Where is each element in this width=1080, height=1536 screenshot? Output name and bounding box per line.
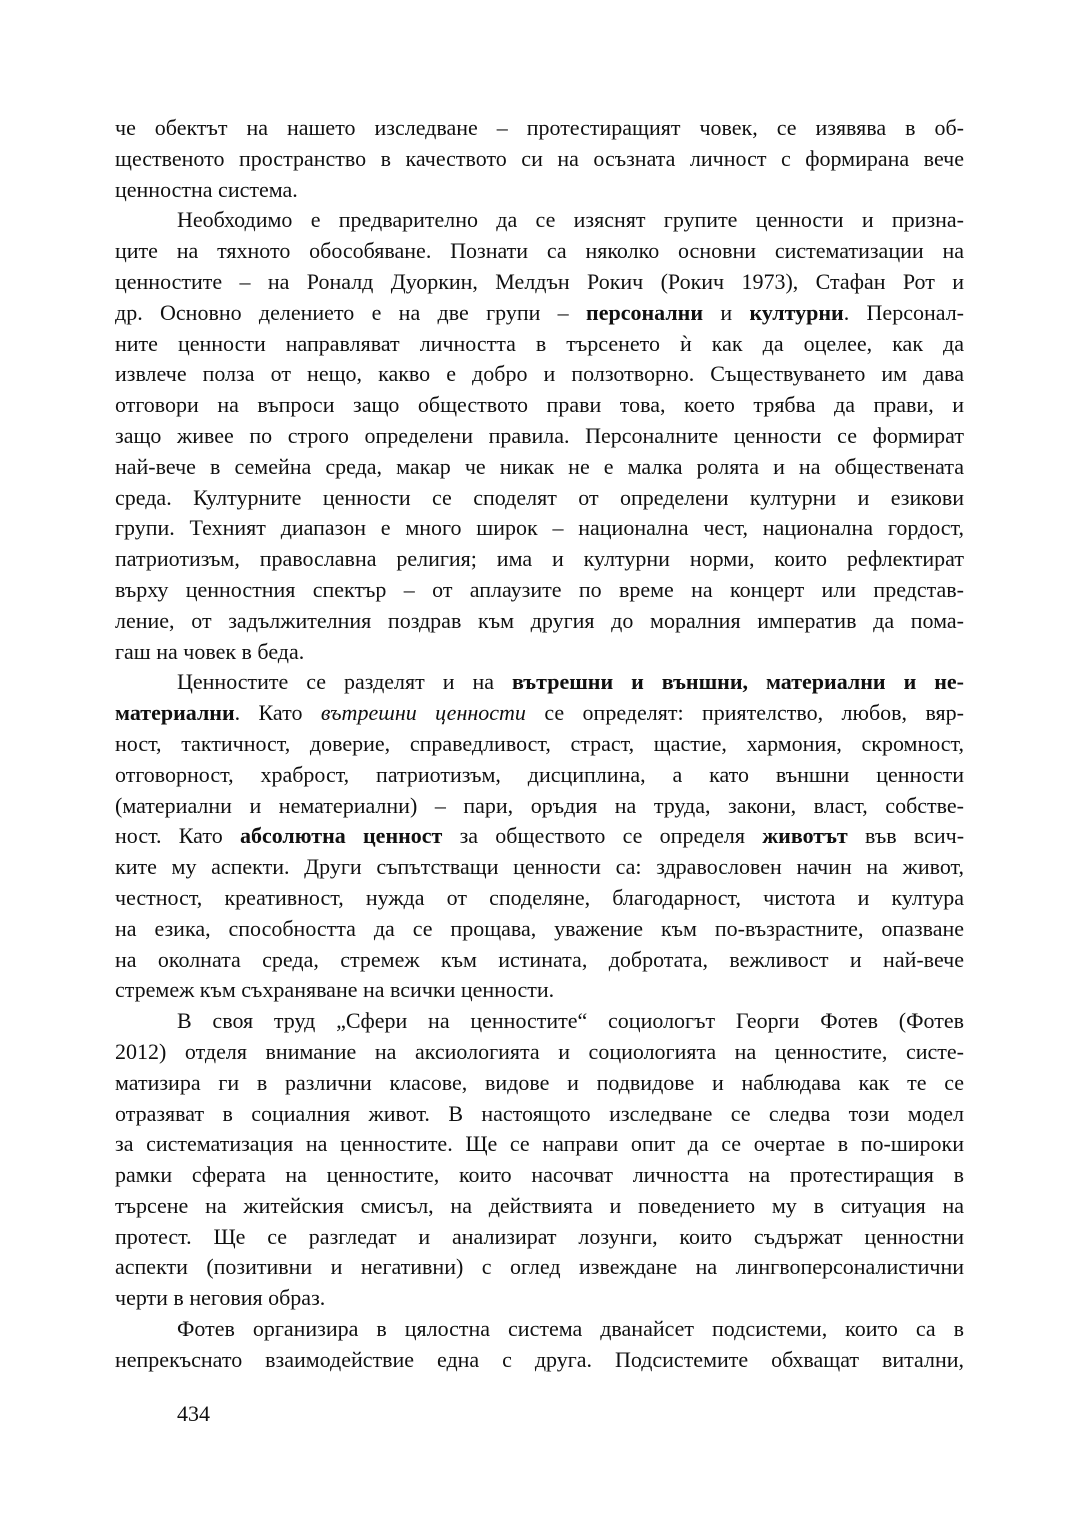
text-line	[115, 1160, 964, 1191]
text-run: честност, креативност, нужда от споделяне, благодарност, чистота и култура	[115, 884, 964, 910]
text-run: извлече полза от нещо, какво е добро и ползотворно. Съществуването им дава	[115, 361, 964, 387]
text-line	[115, 359, 964, 390]
text-line	[115, 945, 964, 976]
text-line	[115, 791, 964, 822]
text-line	[115, 729, 964, 760]
text-run: В своя труд „Сфери на ценностите“ социологът Георги Фотев (Фотев	[177, 1008, 964, 1034]
text-run: се определят: приятелство, любов, вяр-	[525, 700, 964, 726]
text-line	[115, 1006, 964, 1037]
text-line	[115, 1037, 964, 1068]
text-line	[115, 1068, 964, 1099]
text-run: на езика, способността да се прощава, уважение към по-възрастните, опазване	[115, 915, 964, 941]
text-run: ност, тактичност, доверие, справедливост, страст, щастие, хармония, скромност,	[115, 730, 964, 756]
text-run: гаш на човек в беда.	[115, 638, 305, 664]
text-line	[115, 606, 964, 637]
text-run: черти в неговия образ.	[115, 1285, 326, 1311]
text-run: ците на тяхното обособяване. Познати са няколко основни систематизации на	[115, 238, 964, 264]
text-run: и	[703, 299, 750, 325]
text-line	[115, 1314, 964, 1345]
text-line	[115, 144, 964, 175]
text-line	[115, 1345, 964, 1376]
text-line	[115, 390, 964, 421]
text-line	[115, 205, 964, 236]
text-run: че обектът на нашето изследване – протестиращият човек, се изявява в об-	[115, 115, 964, 140]
text-run: за обществото се определя	[442, 823, 763, 849]
italic-text-run: вътрешни ценности	[320, 700, 526, 726]
text-run: ките му аспекти. Други съпътстващи ценности са: здравословен начин на живот,	[115, 854, 964, 880]
text-run: върху ценностния спектър – от аплаузите по време на концерт или представ-	[115, 576, 964, 602]
bold-text-run: материални	[115, 700, 235, 726]
text-run: ните ценности направляват личността в търсенето ѝ как да оцелее, как да	[115, 330, 964, 356]
text-run: търсене на житейския смисъл, на действията и поведението му в ситуация на	[115, 1192, 964, 1218]
page-text	[115, 113, 964, 1376]
text-line	[115, 421, 964, 452]
text-line	[115, 821, 964, 852]
bold-text-run: абсолютна ценност	[239, 823, 443, 849]
text-line	[115, 852, 964, 883]
text-run: отговори на въпроси защо обществото прави това, което трябва да прави, и	[115, 392, 964, 418]
text-line	[115, 914, 964, 945]
text-run: . Персонал-	[843, 299, 964, 325]
text-run: Фотев организира в цялостна система дванайсет подсистеми, които са в	[177, 1316, 964, 1342]
text-run: стремеж към съхраняване на всички ценности.	[115, 977, 555, 1003]
bold-text-run: вътрешни и външни, материални и не-	[511, 669, 964, 695]
bold-text-run: културни	[749, 299, 844, 325]
text-line	[115, 329, 964, 360]
text-run: непрекъснато взаимодействие една с друга. Подсистемите обхващат витални,	[115, 1346, 964, 1372]
text-run: групи. Техният диапазон е много широк – национална чест, национална гордост,	[115, 515, 964, 541]
text-line	[115, 267, 964, 298]
text-line	[115, 236, 964, 267]
text-run: среда. Културните ценности се споделят от определени културни и езикови	[115, 484, 964, 510]
text-run: във всич-	[847, 823, 965, 849]
text-run: (материални и нематериални) – пари, оръдия на труда, закони, власт, собстве-	[115, 792, 964, 818]
text-line	[115, 1283, 964, 1314]
text-line	[115, 1222, 964, 1253]
text-run: протест. Ще се разгледат и анализират лозунги, които съдържат ценностни	[115, 1223, 964, 1249]
text-run: ност. Като	[115, 823, 240, 849]
text-run: матизира ги в различни класове, видове и подвидове и наблюдава как те се	[115, 1069, 964, 1095]
text-run: отразяват в социалния живот. В настоящото изследване се следва този модел	[115, 1100, 964, 1126]
text-run: ление, от задължителния поздрав към другия до моралния императив да пома-	[115, 607, 964, 633]
text-run: ценностите – на Роналд Дуоркин, Мелдън Рокич (Рокич 1973), Стафан Рот и	[115, 268, 964, 294]
text-line	[115, 637, 964, 668]
text-run: щественото пространство в качеството си на осъзната личност с формирана вече	[115, 145, 964, 171]
text-line	[115, 513, 964, 544]
text-line	[115, 1129, 964, 1160]
text-line	[115, 483, 964, 514]
page-number: 434	[177, 1401, 210, 1426]
text-run: отговорност, храброст, патриотизъм, дисциплина, а като външни ценности	[115, 761, 964, 787]
text-run: Необходимо е предварително да се изяснят групите ценности и призна-	[177, 207, 964, 233]
text-run: рамки сферата на ценностите, които насочват личността на протестиращия в	[115, 1162, 964, 1188]
text-run: Ценностите се разделят и на	[177, 669, 512, 695]
text-run: ценностна система.	[115, 176, 298, 202]
bold-text-run: животът	[762, 823, 848, 849]
text-line	[115, 298, 964, 329]
text-run: най-вече в семейна среда, макар че никак не е малка ролята и на обществената	[115, 453, 964, 479]
bold-text-run: персонални	[586, 299, 704, 325]
text-run: защо живее по строго определени правила. Персоналните ценности се формират	[115, 422, 964, 448]
text-run: за систематизация на ценностите. Ще се направи опит да се очертае в по-широки	[115, 1131, 964, 1157]
text-run: аспекти (позитивни и негативни) с оглед извеждане на лингвоперсоналистични	[115, 1254, 964, 1280]
text-line	[115, 113, 964, 144]
text-line	[115, 698, 964, 729]
text-line	[115, 883, 964, 914]
text-line	[115, 575, 964, 606]
text-line	[115, 452, 964, 483]
text-line	[115, 175, 964, 206]
text-line	[115, 1252, 964, 1283]
text-run: на околната среда, стремеж към истината, добротата, вежливост и най-вече	[115, 946, 964, 972]
text-run: др. Основно делението е на две групи –	[115, 299, 587, 325]
text-run: патриотизъм, православна религия; има и културни норми, които рефлектират	[115, 546, 964, 572]
text-run: . Като	[234, 700, 321, 726]
text-line	[115, 1099, 964, 1130]
text-line	[115, 544, 964, 575]
text-line	[115, 760, 964, 791]
text-line	[115, 667, 964, 698]
text-line	[115, 975, 964, 1006]
text-line	[115, 1191, 964, 1222]
text-run: 2012) отделя внимание на аксиологията и социологията на ценностите, систе-	[115, 1038, 964, 1064]
